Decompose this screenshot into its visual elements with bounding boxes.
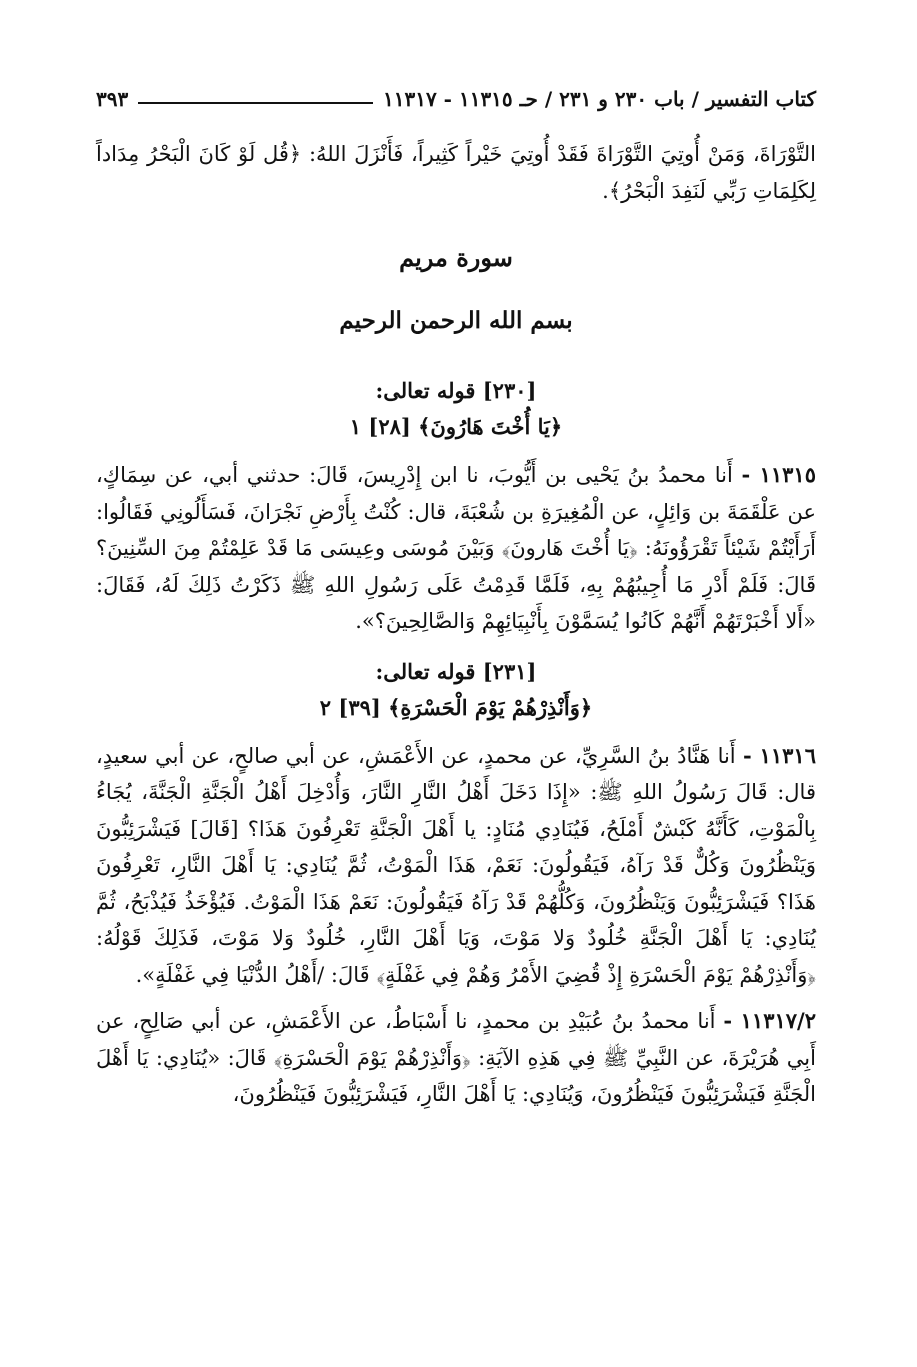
section-verse: ﴿وَأَنْذِرْهُمْ يَوْمَ الْحَسْرَةِ﴾ [٣٩] ٢ [319, 694, 593, 720]
header-rule [138, 102, 373, 104]
hadith-text: أَنا هَنَّادُ بنُ السَّرِيِّ، عن محمدٍ، عن الأَعْمَشِ، عن أبي صالحٍ، عن أبي سعيدٍ، قال: قَالَ رَسُولُ اللهِ ﷺ: «إِذَا دَخَلَ أَهْلُ النَّارِ النَّارَ، وَأُدْخِلَ أَهْلُ الْجَنَّةِ الْجَنَّةَ، يُجَاءُ بِالْمَوْتِ، كَأَنَّهُ كَبْشٌ أَمْلَحُ، فَيُنَادِي مُنَادٍ: يا أَهْلَ الْجَنَّةِ تَعْرِفُونَ هَذَا؟ [قَالَ] فَيَشْرَئِبُّونَ وَيَنْظُرُونَ وَكُلٌّ قَدْ رَآهُ، فَيَقُولُونَ: نَعَمْ، هَذَا الْمَوْتُ، ثُمَّ يُنَادِي: يَا أَهْلَ النَّارِ، تَعْرِفُونَ هَذَا؟ فَيَشْرَئِبُّونَ وَيَنْظُرُونَ، وَكُلُّهُمْ قَدْ رَآهُ فَيَقُولُونَ: نَعَمْ هَذَا الْمَوْتُ. فَيُؤْخَذُ فَيُذْبَحُ، ثُمَّ يُنَادِي: يَا أَهْلَ الْجَنَّةِ خُلُودٌ وَلا مَوْتَ، وَيَا أَهْلَ النَّارِ، خُلُودٌ وَلا مَوْتَ، فَذَلِكَ قَوْلُهُ: ﴿وَأَنْذِرْهُمْ يَوْمَ الْحَسْرَةِ إِذْ قُضِيَ الأَمْرُ وَهُمْ فِي غَفْلَةٍ﴾ قَالَ: /أَهْلُ الدُّنْيَا فِي غَفْلَةٍ». [96, 743, 816, 987]
hadith-11316 [96, 738, 816, 994]
section-verse: ﴿يَا أُخْتَ هَارُونَ﴾ [٢٨] ١ [349, 414, 563, 439]
section-231 [96, 654, 816, 726]
section-heading: [٢٣٠] قوله تعالى: [375, 378, 537, 403]
header-title: كتاب التفسير / باب ٢٣٠ و ٢٣١ / حـ ١١٣١٥ - ١١٣١٧ [383, 87, 816, 111]
page [96, 84, 816, 1113]
hadith-11317 [96, 1003, 816, 1113]
hadith-number: ١١٣١٥ - [741, 462, 816, 487]
surah-title: سورة مريم [399, 243, 513, 272]
section-heading: [٢٣١] قوله تعالى: [375, 658, 537, 684]
hadith-11315 [96, 457, 816, 640]
hadith-number: ١١٣١٧/٢ - [723, 1008, 816, 1033]
basmala: بسم الله الرحمن الرحيم [339, 307, 573, 334]
running-header [96, 84, 816, 114]
section-230 [96, 373, 816, 445]
intro-paragraph: التَّوْرَاةَ، وَمَنْ أُوتِيَ التَّوْرَاةَ فَقَدْ أُوتِيَ خَيْراً كَثِيراً، فَأَنْزَلَ اللهُ: ﴿قُل لَوْ كَانَ الْبَحْرُ مِدَاداً لِكَلِمَاتِ رَبِّي لَنَفِدَ الْبَحْرُ﴾. [96, 142, 816, 203]
page-number: ٣٩٣ [96, 87, 129, 111]
hadith-text: أَنا محمدُ بنُ عُبَيْدِ بن محمدٍ، نا أَسْبَاطُ، عن الأَعْمَشِ، عن أبي صَالِحٍ، عن أَبِي هُرَيْرَةَ، عن النَّبِيِّ ﷺ فِي هَذِهِ الآيَةِ: ﴿وَأَنْذِرْهُمْ يَوْمَ الْحَسْرَةِ﴾ قَالَ: «يُنَادِي: يَا أَهْلَ الْجَنَّةِ فَيَشْرَئِبُّونَ فَيَنْظُرُونَ، وَيُنَادِي: يَا أَهْلَ النَّارِ، فَيَشْرَئِبُّونَ فَيَنْظُرُونَ، [96, 1009, 816, 1106]
hadith-number: ١١٣١٦ - [742, 742, 816, 768]
hadith-text: أَنا محمدُ بنُ يَحْيى بن أَيُّوبَ، نا ابن إِدْرِيسَ، قَالَ: حدثني أبي، عن سِمَاكٍ، عن عَلْقَمَةَ بن وَائِلٍ، عن الْمُغِيرَةِ بن شُعْبَةَ، قال: كُنْتُ بِأَرْضِ نَجْرَانَ، فَسَأَلُونِي فَقَالُوا: أَرَأَيْتُمْ شَيْئاً تَقْرَؤُونَهُ: ﴿يَا أُخْتَ هَارونَ﴾ وَبَيْنَ مُوسَى وعِيسَى مَا قَدْ عَلِمْتُمْ مِنَ السِّنِينَ؟ قَالَ: فَلَمْ أَدْرِ مَا أُجِيبُهُمْ بِهِ، فَلَمَّا قَدِمْتُ عَلَى رَسُولِ اللهِ ﷺ ذَكَرْتُ ذَلِكَ لَهُ، فَقَالَ: «أَلا أَخْبَرْتَهُمْ أَنَّهُمْ كَانُوا يُسَمَّوْنَ بِأَنْبِيَائِهِمْ وَالصَّالِحِينَ؟». [96, 463, 816, 633]
